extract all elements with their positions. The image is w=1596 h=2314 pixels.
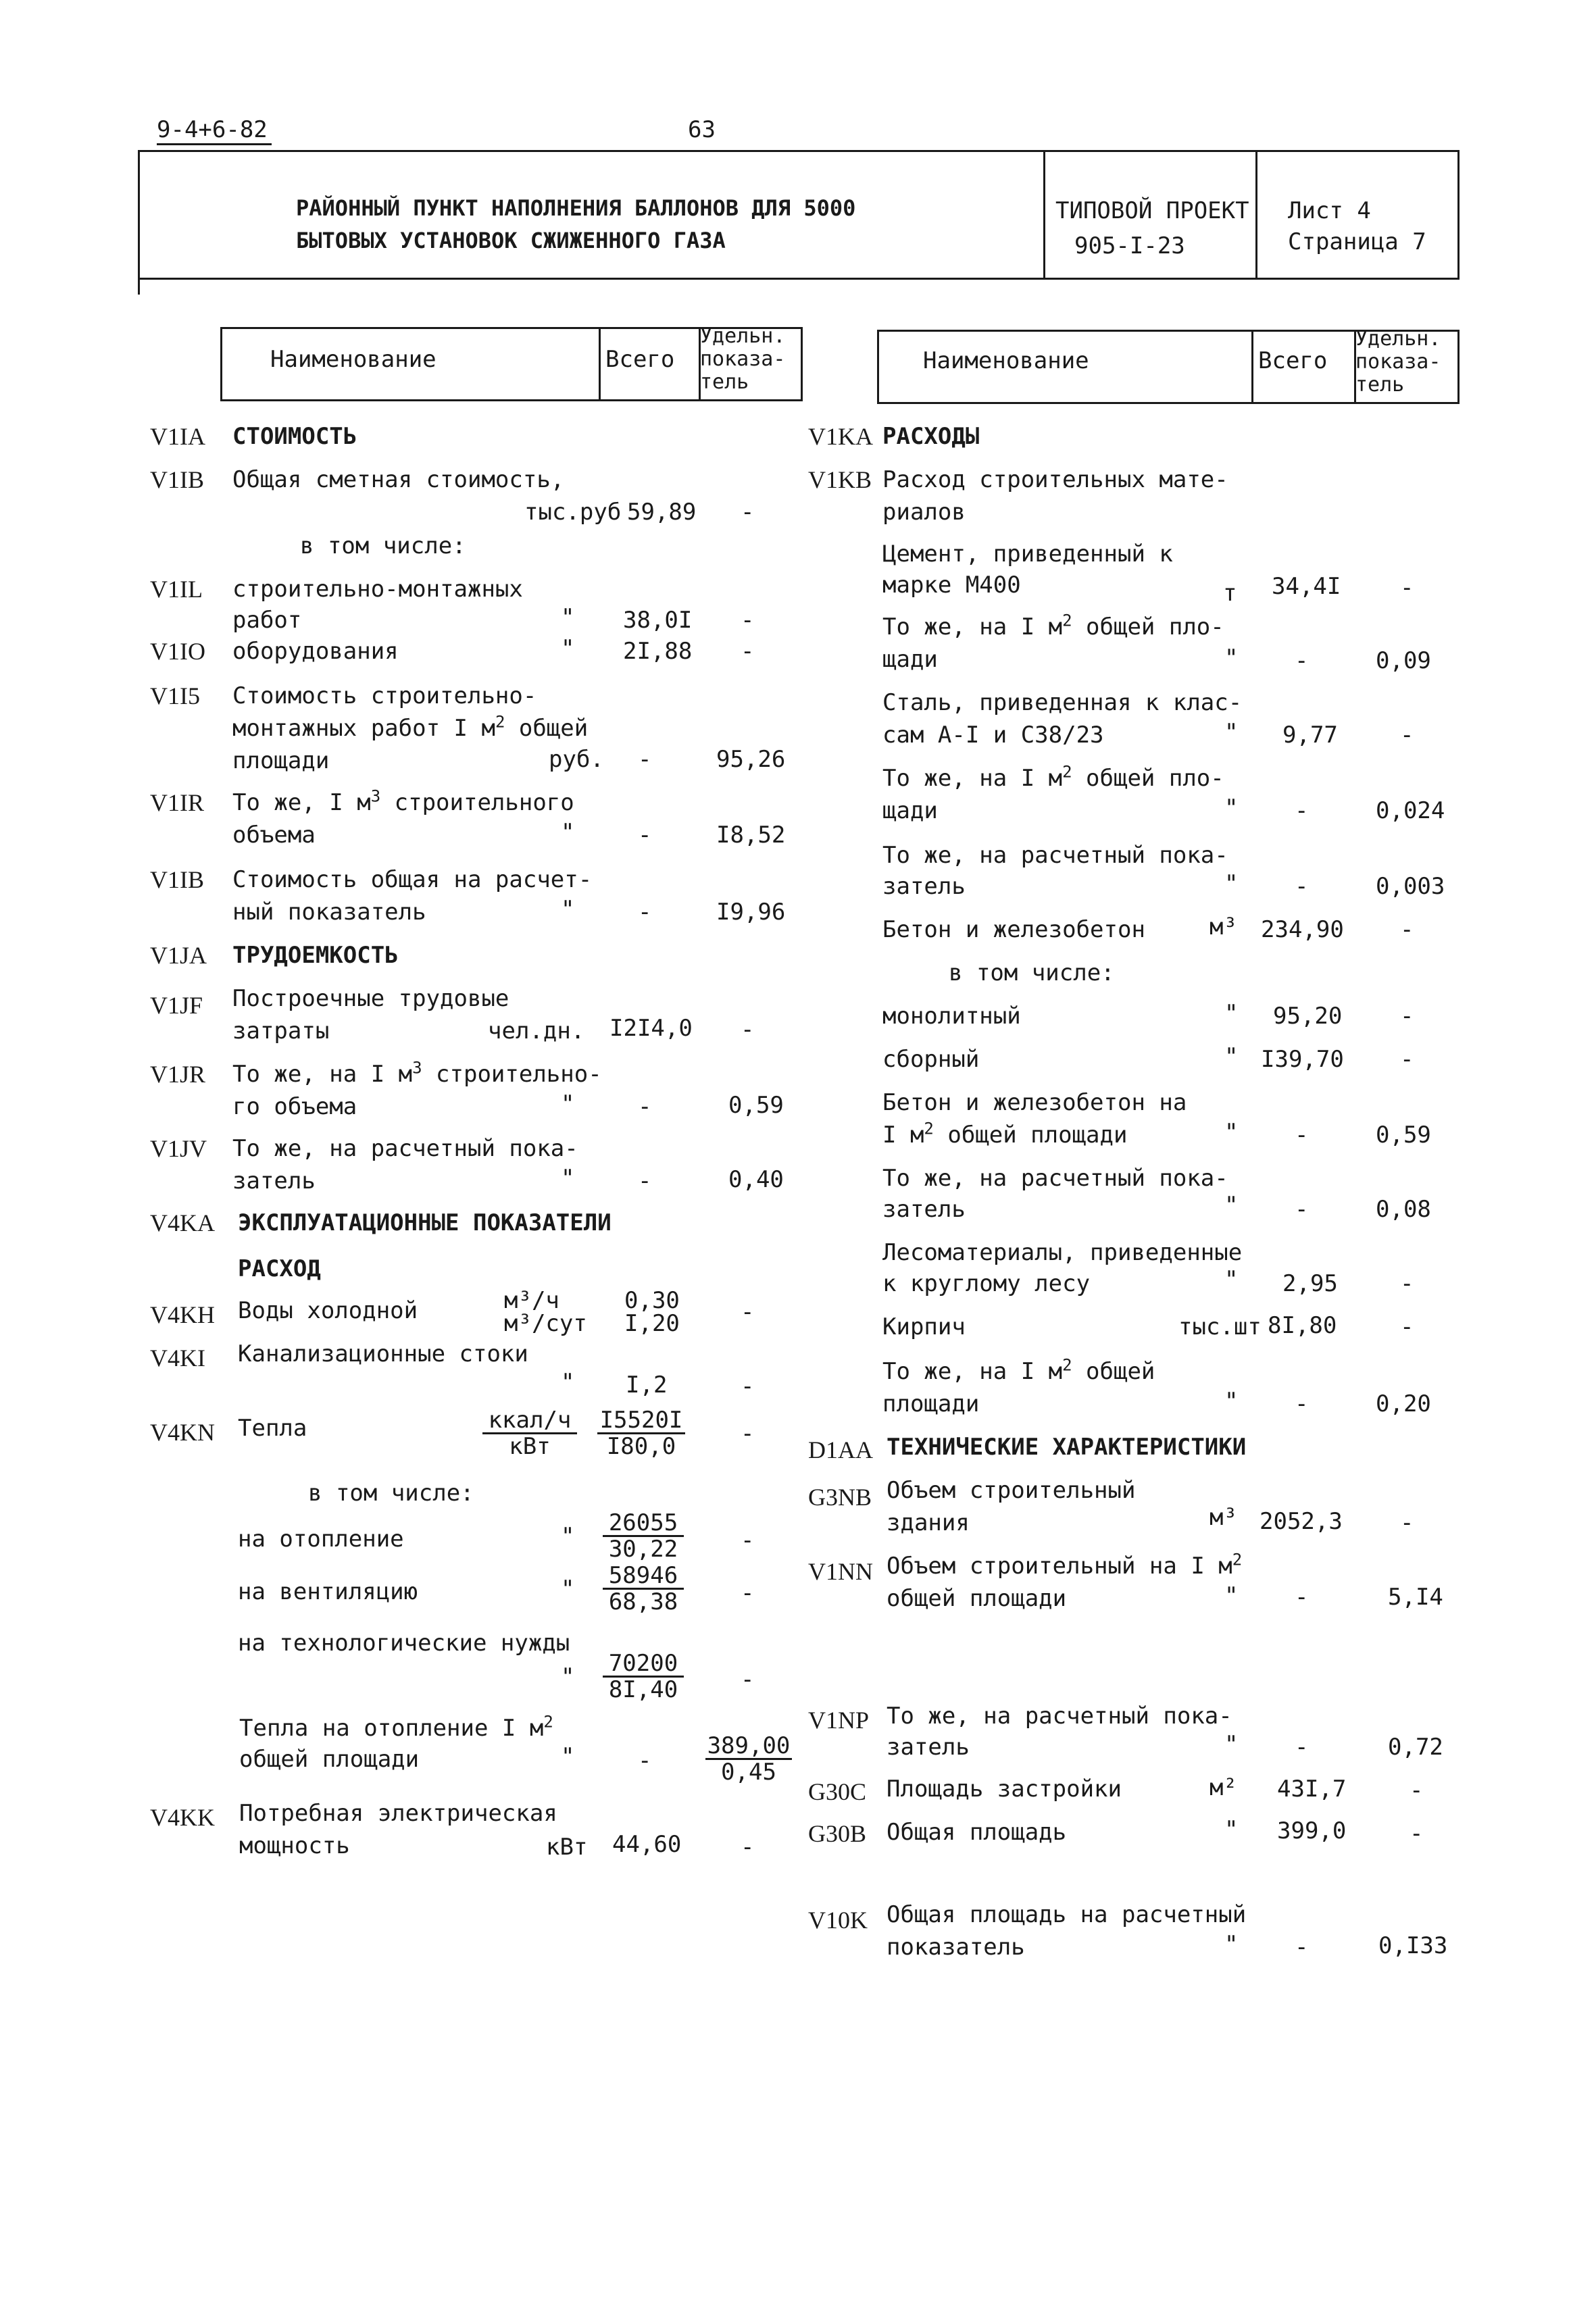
row-label-2: объема <box>232 822 316 849</box>
row-spec: 0,59 <box>728 1092 784 1119</box>
right-header-div-1 <box>1251 330 1253 404</box>
row-code: V1JR <box>150 1061 206 1088</box>
row-unit: " <box>561 1743 575 1770</box>
row-label: Объем строительный <box>887 1477 1136 1504</box>
row-label: Объем строительный на I $м^2$ <box>887 1550 1243 1580</box>
row-unit-2: м³/сут <box>504 1310 587 1337</box>
row-total: 234,90 <box>1261 916 1344 943</box>
row-label-2: монтажных работ I $м^2$ общей <box>232 712 589 742</box>
row-total: 59,89 <box>627 499 697 526</box>
row-spec: - <box>1410 1777 1424 1804</box>
row-spec: - <box>1400 574 1414 601</box>
right-header-spec-2: показа- <box>1355 350 1441 374</box>
row-total: - <box>1295 873 1309 900</box>
row-code: V10K <box>808 1907 868 1934</box>
row-unit: руб. <box>549 746 604 773</box>
doc-code-underline <box>157 143 272 145</box>
row-spec: 95,26 <box>716 746 786 773</box>
row-unit: " <box>561 635 575 662</box>
right-header-spec-3: тель <box>1355 373 1405 397</box>
row-label-2: затель <box>882 1196 966 1223</box>
row-label-2: показатель <box>887 1934 1025 1961</box>
row-unit: " <box>561 1663 575 1690</box>
row-spec: 0,59 <box>1376 1122 1431 1149</box>
row-unit: " <box>1224 795 1239 822</box>
row-unit: " <box>1224 1731 1239 1758</box>
row-label: монолитный <box>882 1003 1021 1030</box>
row-total: - <box>638 899 652 926</box>
project-number: 905-I-23 <box>1074 232 1185 259</box>
row-label-3: площади <box>232 747 330 774</box>
row-label: То же, на расчетный пока- <box>232 1135 578 1162</box>
row-total-2: I,20 <box>624 1310 680 1337</box>
row-code: V4KA <box>150 1209 215 1236</box>
row-code: V1NN <box>808 1558 873 1585</box>
row-label: То же, на I $м^2$ общей пло- <box>882 762 1224 792</box>
row-label: То же, на I $м^2$ общей <box>882 1355 1155 1385</box>
row-unit-1: м³/ч <box>504 1287 559 1314</box>
row-spec: - <box>741 1580 755 1607</box>
row-label: оборудования <box>232 638 399 665</box>
left-header-div-1 <box>599 327 601 401</box>
row-total: 8I,80 <box>1268 1312 1337 1339</box>
page-label: Страница 7 <box>1288 228 1426 255</box>
row-total: - <box>1295 797 1309 824</box>
row-spec: - <box>741 607 755 634</box>
left-header-spec-3: тель <box>700 370 749 394</box>
row-code: V4KH <box>150 1301 215 1328</box>
left-header-spec-1: Удельн. <box>700 324 786 348</box>
row-unit: " <box>1224 719 1239 746</box>
row-spec: - <box>1400 1270 1414 1297</box>
row-unit: м³ <box>1210 913 1237 940</box>
title-line-2: БЫТОВЫХ УСТАНОВОК СЖИЖЕННОГО ГАЗА <box>296 228 726 253</box>
row-code: V1JA <box>150 942 207 969</box>
row-total: 95,20 <box>1273 1003 1343 1030</box>
row-code: V1KA <box>808 423 873 450</box>
row-code: V1I5 <box>150 682 200 709</box>
row-code: V1IA <box>150 423 205 450</box>
row-label: Тепла <box>238 1415 307 1442</box>
row-spec: 0,40 <box>728 1166 784 1193</box>
row-label-2: марке М400 <box>882 572 1021 599</box>
row-label: То же, на I $м^2$ общей пло- <box>882 611 1224 640</box>
row-unit: " <box>1224 1043 1239 1070</box>
row-total: - <box>1295 647 1309 674</box>
row-total-fraction: $\frac{26055}{30,22}$ <box>603 1511 684 1561</box>
row-code: V1IB <box>150 866 204 893</box>
row-unit: " <box>1224 870 1239 897</box>
row-total: - <box>1295 1390 1309 1417</box>
title-tick <box>138 277 140 295</box>
page-number: 63 <box>688 116 716 143</box>
row-spec: - <box>1400 722 1414 749</box>
row-label: Тепла на отопление I $м^2$ <box>239 1712 553 1742</box>
row-label: Бетон и железобетон <box>882 916 1145 943</box>
row-label: строительно-монтажных <box>232 576 523 603</box>
row-total: 44,60 <box>612 1831 682 1858</box>
row-label: Цемент, приведенный к <box>882 540 1173 568</box>
right-header-total: Всего <box>1258 347 1328 374</box>
row-label-2: к круглому лесу <box>882 1270 1091 1297</box>
row-unit: " <box>1224 1816 1239 1843</box>
row-spec: - <box>1410 1820 1424 1847</box>
row-total-fraction: $\frac{I5520I}{I80,0}$ <box>597 1408 685 1459</box>
row-total: 2,95 <box>1282 1270 1338 1297</box>
row-spec: I9,96 <box>716 899 786 926</box>
row-label: Стоимость общая на расчет- <box>232 866 593 893</box>
row-spec: - <box>1400 916 1414 943</box>
row-total: 399,0 <box>1277 1817 1347 1844</box>
row-label: сборный <box>882 1046 980 1073</box>
row-code: D1AA <box>808 1436 873 1463</box>
row-label: Общая сметная стоимость, <box>232 466 565 493</box>
row-label-2: сам А-I и С38/23 <box>882 722 1104 749</box>
row-unit: " <box>1224 1388 1239 1415</box>
row-unit-fraction: ккал/ч кВт <box>482 1408 577 1459</box>
row-spec: 0,I33 <box>1378 1932 1448 1959</box>
row-spec: - <box>1400 1509 1414 1536</box>
row-total-1: 0,30 <box>624 1287 680 1314</box>
section-heading: ЭКСПЛУАТАЦИОННЫЕ ПОКАЗАТЕЛИ <box>238 1209 612 1236</box>
row-code: V1JF <box>150 992 203 1019</box>
row-spec: 0,20 <box>1376 1390 1431 1417</box>
row-total: - <box>638 746 652 773</box>
row-total: - <box>638 1747 652 1774</box>
row-unit: " <box>561 896 575 923</box>
row-unit: " <box>1224 1000 1239 1027</box>
row-code: V1IL <box>150 576 203 603</box>
row-spec: 0,08 <box>1376 1196 1431 1223</box>
row-code: G30C <box>808 1778 867 1805</box>
row-label: на технологические нужды <box>238 1630 570 1657</box>
row-unit: " <box>1224 645 1239 672</box>
row-spec: - <box>741 638 755 665</box>
row-spec: - <box>1400 1046 1414 1073</box>
left-header-spec-2: показа- <box>700 347 786 371</box>
row-spec: - <box>741 1016 755 1043</box>
row-label: в том числе: <box>308 1480 474 1507</box>
row-unit: " <box>561 1576 575 1603</box>
row-total-fraction: $\frac{70200}{8I,40}$ <box>603 1651 684 1702</box>
left-header-name: Наименование <box>270 346 437 373</box>
row-spec: - <box>741 1299 755 1326</box>
row-label: Кирпич <box>882 1313 966 1340</box>
section-heading: ТЕХНИЧЕСКИЕ ХАРАКТЕРИСТИКИ <box>887 1434 1247 1461</box>
row-label: в том числе: <box>300 532 466 559</box>
row-code: V1KB <box>808 466 872 493</box>
row-label: То же, на расчетный пока- <box>882 842 1228 869</box>
row-total: - <box>638 1167 652 1194</box>
row-total: I39,70 <box>1261 1046 1344 1073</box>
row-label: Площадь застройки <box>887 1776 1122 1803</box>
row-spec: - <box>741 1834 755 1861</box>
row-unit: " <box>1224 1582 1239 1609</box>
section-subheading: РАСХОД <box>238 1255 321 1282</box>
row-spec: - <box>741 499 755 526</box>
row-label: Лесоматериалы, приведенные <box>882 1239 1243 1266</box>
row-code: G30B <box>808 1820 867 1847</box>
row-label-2: затель <box>882 873 966 900</box>
row-unit: " <box>1224 1266 1239 1293</box>
row-total-fraction: $\frac{58946}{68,38}$ <box>603 1563 684 1614</box>
row-unit: м² <box>1210 1774 1237 1801</box>
row-label-2: общей площади <box>887 1585 1067 1612</box>
row-code: V4KK <box>150 1804 215 1831</box>
row-total: I2I4,0 <box>609 1015 693 1042</box>
row-code: V4KI <box>150 1344 205 1372</box>
row-code: G3NB <box>808 1484 872 1511</box>
row-unit: " <box>1224 1119 1239 1146</box>
row-unit: " <box>1224 1931 1239 1958</box>
row-unit: " <box>561 1369 575 1396</box>
row-spec: - <box>741 1373 755 1400</box>
row-unit: чел.дн. <box>488 1017 585 1045</box>
right-header-spec-1: Удельн. <box>1355 327 1441 351</box>
row-label-2: работ <box>232 607 302 634</box>
row-spec: 0,09 <box>1376 647 1431 674</box>
row-unit: " <box>561 1165 575 1192</box>
row-unit: м³ <box>1210 1504 1237 1531</box>
row-label-2: I $м^2$ общей площади <box>882 1119 1128 1149</box>
row-unit: " <box>561 604 575 631</box>
row-total: - <box>1295 1934 1309 1961</box>
row-label: Сталь, приведенная к клас- <box>882 689 1243 716</box>
title-divider-1 <box>1043 150 1045 280</box>
row-label-2: затель <box>232 1167 316 1194</box>
row-label: на отопление <box>238 1526 404 1553</box>
row-label-2: площади <box>882 1390 980 1417</box>
row-label-2: щади <box>882 797 938 824</box>
row-label: в том числе: <box>949 959 1115 986</box>
row-unit: " <box>561 1090 575 1117</box>
row-code: V1IB <box>150 466 204 493</box>
section-heading: РАСХОДЫ <box>882 423 980 450</box>
row-code: V1IR <box>150 789 204 816</box>
row-total: - <box>638 822 652 849</box>
row-spec: - <box>741 1527 755 1554</box>
row-label-2: го объема <box>232 1093 357 1120</box>
row-label-2: ный показатель <box>232 899 426 926</box>
row-label: на вентиляцию <box>238 1578 418 1605</box>
right-header-name: Наименование <box>923 347 1089 374</box>
left-header-total: Всего <box>605 346 675 373</box>
row-total: - <box>1295 1584 1309 1611</box>
row-unit: т <box>1223 580 1237 607</box>
row-total: 38,0I <box>623 607 693 634</box>
row-total: 9,77 <box>1282 722 1338 749</box>
row-spec: 5,I4 <box>1388 1584 1443 1611</box>
row-total: I,2 <box>626 1372 668 1399</box>
row-unit: " <box>561 819 575 846</box>
row-label: Общая площадь <box>887 1819 1067 1846</box>
row-total: 43I,7 <box>1277 1776 1347 1803</box>
row-label: Общая площадь на расчетный <box>887 1901 1247 1928</box>
row-label: Расход строительных мате- <box>882 466 1228 493</box>
row-total: - <box>1295 1196 1309 1223</box>
row-label: Бетон и железобетон на <box>882 1089 1187 1116</box>
section-heading: СТОИМОСТЬ <box>232 423 357 450</box>
project-label: ТИПОВОЙ ПРОЕКТ <box>1055 197 1249 224</box>
row-label: Канализационные стоки <box>238 1340 528 1367</box>
row-label-2: затель <box>887 1734 970 1761</box>
row-total: - <box>638 1093 652 1120</box>
row-spec: - <box>1400 1313 1414 1340</box>
row-spec: - <box>741 1666 755 1693</box>
row-unit: " <box>561 1523 575 1550</box>
row-label: Построечные трудовые <box>232 985 509 1012</box>
row-label-2: затраты <box>232 1017 330 1045</box>
title-divider-2 <box>1255 150 1257 280</box>
row-unit: " <box>1224 1192 1239 1219</box>
row-code: V4KN <box>150 1419 215 1446</box>
row-label-2: общей площади <box>239 1746 420 1773</box>
row-spec: - <box>1400 1003 1414 1030</box>
row-spec: 0,72 <box>1388 1734 1443 1761</box>
row-unit: тыс.шт <box>1178 1313 1262 1340</box>
row-label: То же, на расчетный пока- <box>882 1165 1228 1192</box>
row-total: - <box>1295 1734 1309 1761</box>
row-spec: I8,52 <box>716 822 786 849</box>
doc-code: 9-4+6-82 <box>157 116 268 143</box>
row-label: Потребная электрическая <box>239 1800 557 1827</box>
row-code: V1IO <box>150 638 205 665</box>
row-label: Стоимость строительно- <box>232 682 537 709</box>
row-total: 2052,3 <box>1260 1508 1343 1535</box>
row-label: То же, на I $м^3$ строительно- <box>232 1058 602 1088</box>
row-code: V1NP <box>808 1707 870 1734</box>
row-label-2: мощность <box>239 1832 350 1859</box>
row-label-2: риалов <box>882 499 966 526</box>
row-unit: тыс.руб <box>524 499 622 526</box>
sheet-number: Лист 4 <box>1288 197 1371 224</box>
section-heading: ТРУДОЕМКОСТЬ <box>232 942 399 969</box>
row-spec: 0,024 <box>1376 797 1445 824</box>
title-line-1: РАЙОННЫЙ ПУНКТ НАПОЛНЕНИЯ БАЛЛОНОВ ДЛЯ 5000 <box>296 195 856 221</box>
row-label: Воды холодной <box>238 1297 418 1324</box>
row-label-2: здания <box>887 1509 970 1536</box>
row-spec-fraction: $\frac{389,00}{0,45}$ <box>705 1734 792 1784</box>
row-total: - <box>1295 1122 1309 1149</box>
row-unit: кВт <box>546 1834 588 1861</box>
row-total: 34,4I <box>1272 573 1341 600</box>
row-code: V1JV <box>150 1135 207 1162</box>
row-label: То же, I $м^3$ строительного <box>232 786 574 816</box>
row-spec: 0,003 <box>1376 873 1445 900</box>
row-spec: - <box>741 1420 755 1447</box>
row-label: То же, на расчетный пока- <box>887 1703 1232 1730</box>
row-total: 2I,88 <box>623 638 693 665</box>
row-label-2: щади <box>882 646 938 673</box>
